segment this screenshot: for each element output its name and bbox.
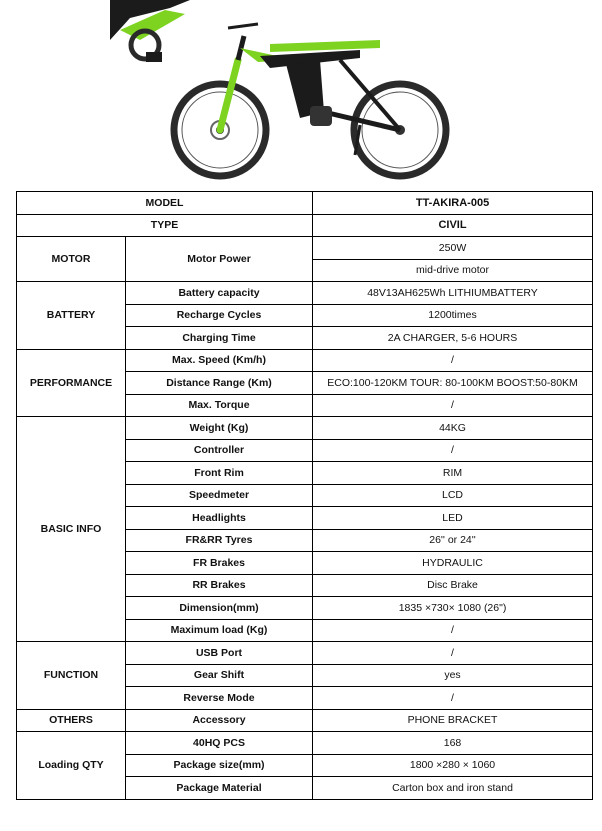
spec-value: mid-drive motor [313, 259, 593, 282]
table-row [17, 237, 593, 260]
spec-value: / [313, 687, 593, 710]
spec-label: Speedmeter [126, 484, 313, 507]
type-label: TYPE [17, 214, 313, 237]
spec-label: Gear Shift [126, 664, 313, 687]
category-cell: MOTOR [17, 237, 126, 282]
table-row [17, 732, 593, 755]
table-row [17, 709, 593, 732]
spec-value: ECO:100-120KM TOUR: 80-100KM BOOST:50-80KM [313, 372, 593, 395]
spec-value: PHONE BRACKET [313, 709, 593, 732]
ebike-illustration [110, 0, 530, 182]
spec-value: RIM [313, 462, 593, 485]
spec-label: Package Material [126, 777, 313, 800]
spec-value: 250W [313, 237, 593, 260]
spec-value: / [313, 439, 593, 462]
spec-value: 1835 ×730× 1080 (26") [313, 597, 593, 620]
spec-table [16, 191, 593, 800]
spec-value: 48V13AH625Wh LITHIUMBATTERY [313, 282, 593, 305]
model-label: MODEL [17, 192, 313, 215]
spec-label: FR Brakes [126, 552, 313, 575]
spec-label: Max. Torque [126, 394, 313, 417]
spec-label: Package size(mm) [126, 754, 313, 777]
type-value: CIVIL [313, 214, 593, 237]
table-row [17, 192, 593, 215]
spec-label: Dimension(mm) [126, 597, 313, 620]
spec-value: 26'' or 24'' [313, 529, 593, 552]
spec-label: FR&RR Tyres [126, 529, 313, 552]
spec-label: Charging Time [126, 327, 313, 350]
spec-value: 168 [313, 732, 593, 755]
spec-label: 40HQ PCS [126, 732, 313, 755]
spec-label: Reverse Mode [126, 687, 313, 710]
spec-value: yes [313, 664, 593, 687]
spec-table-body [17, 192, 593, 800]
category-cell: Loading QTY [17, 732, 126, 800]
spec-value: / [313, 619, 593, 642]
spec-label: Max. Speed (Km/h) [126, 349, 313, 372]
spec-value: 1800 ×280 × 1060 [313, 754, 593, 777]
spec-label: RR Brakes [126, 574, 313, 597]
spec-value: 2A CHARGER, 5-6 HOURS [313, 327, 593, 350]
category-cell: OTHERS [17, 709, 126, 732]
spec-value: HYDRAULIC [313, 552, 593, 575]
category-cell: PERFORMANCE [17, 349, 126, 417]
spec-value: / [313, 394, 593, 417]
spec-label: Motor Power [126, 237, 313, 282]
category-cell: BASIC INFO [17, 417, 126, 642]
table-row [17, 417, 593, 440]
spec-label: USB Port [126, 642, 313, 665]
spec-value: / [313, 349, 593, 372]
spec-label: Battery capacity [126, 282, 313, 305]
table-row [17, 349, 593, 372]
spec-label: Front Rim [126, 462, 313, 485]
table-row [17, 214, 593, 237]
inset-closeup [110, 0, 190, 62]
category-cell: BATTERY [17, 282, 126, 350]
spec-value: 44KG [313, 417, 593, 440]
product-photo [110, 0, 530, 182]
spec-label: Recharge Cycles [126, 304, 313, 327]
spec-value: 1200times [313, 304, 593, 327]
spec-value: LCD [313, 484, 593, 507]
spec-label: Accessory [126, 709, 313, 732]
spec-label: Maximum load (Kg) [126, 619, 313, 642]
spec-value: Carton box and iron stand [313, 777, 593, 800]
table-row [17, 282, 593, 305]
spec-value: LED [313, 507, 593, 530]
spec-label: Distance Range (Km) [126, 372, 313, 395]
category-cell: FUNCTION [17, 642, 126, 710]
model-value: TT-AKIRA-005 [313, 192, 593, 215]
table-row [17, 642, 593, 665]
spec-value: / [313, 642, 593, 665]
spec-label: Weight (Kg) [126, 417, 313, 440]
spec-label: Headlights [126, 507, 313, 530]
spec-value: Disc Brake [313, 574, 593, 597]
spec-label: Controller [126, 439, 313, 462]
